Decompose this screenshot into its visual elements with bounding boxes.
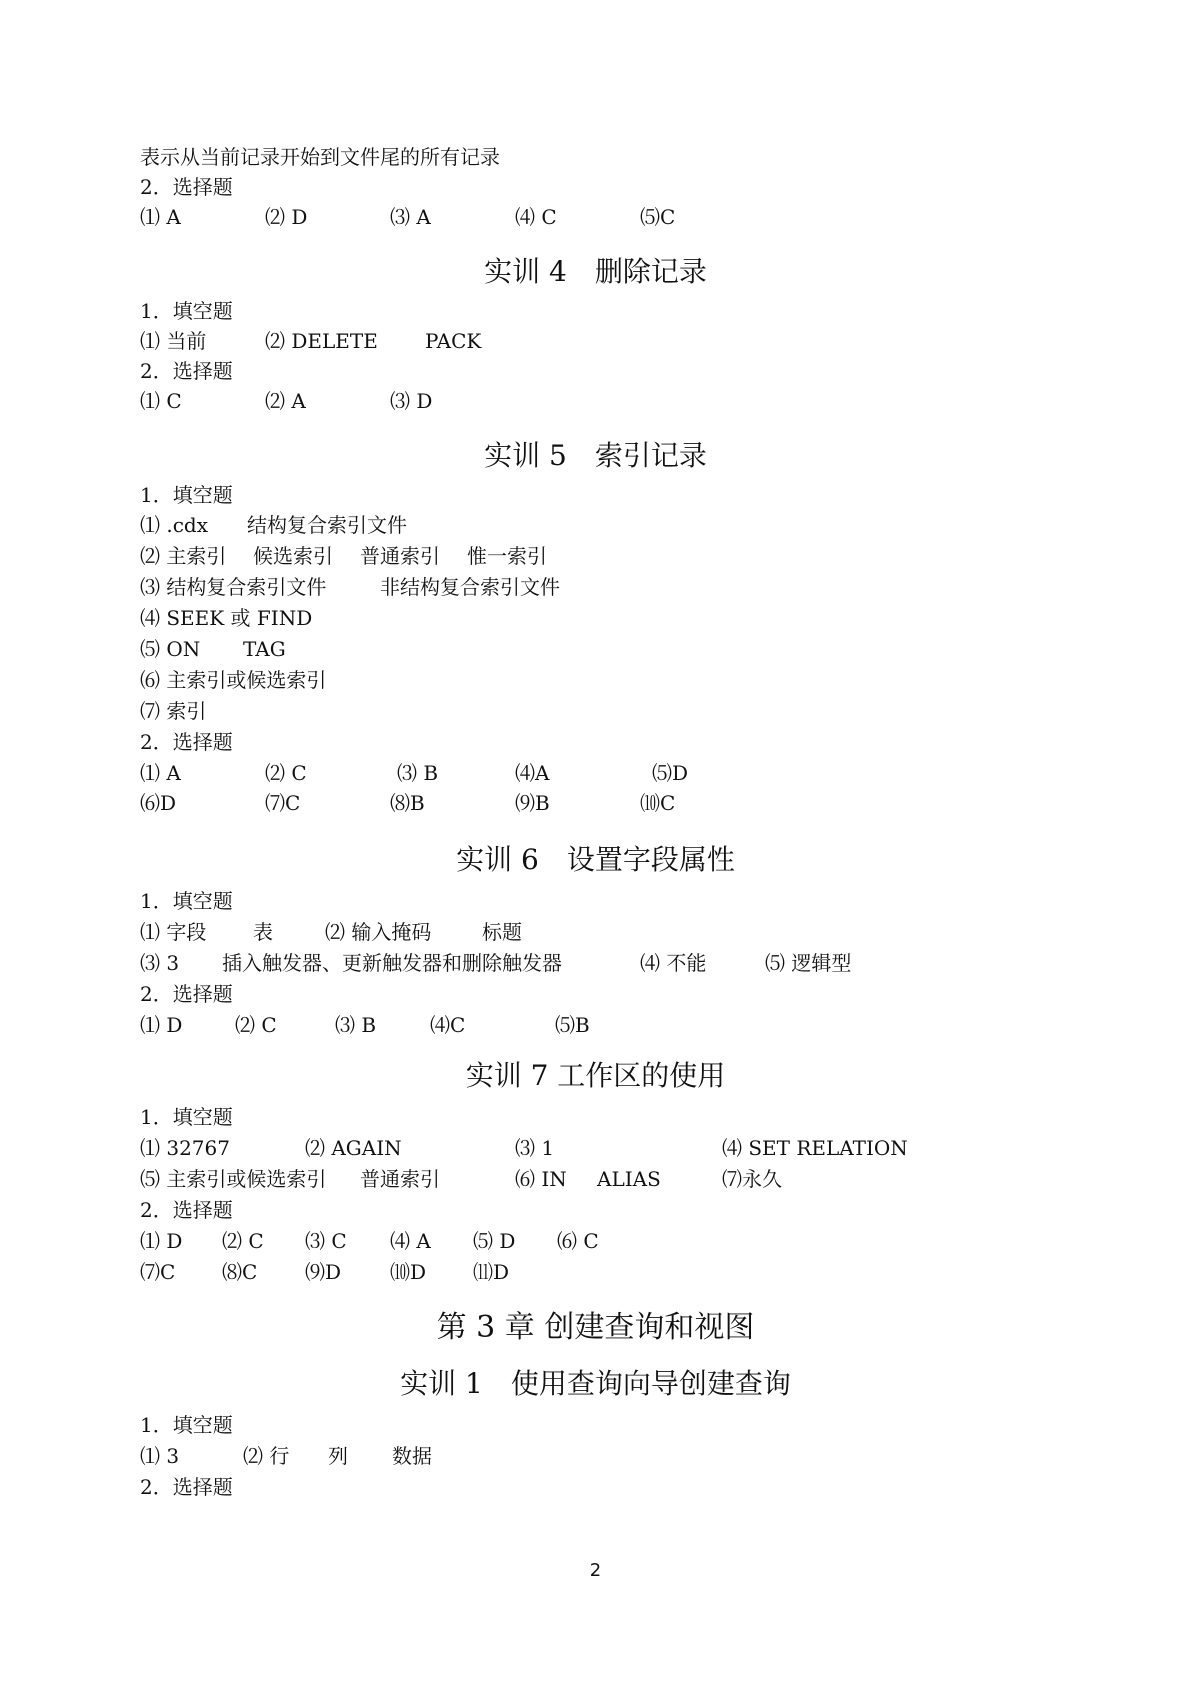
section-heading: 实训 1 使用查询向导创建查询 (400, 1367, 791, 1400)
page-number: 2 (589, 1560, 602, 1581)
chapter-heading: 第 3 章 创建查询和视图 (436, 1310, 755, 1345)
section-heading: 实训 6 设置字段属性 (456, 843, 735, 876)
section-heading: 实训 4 删除记录 (484, 255, 707, 288)
document-page: 表示从当前记录开始到文件尾的所有记录 2．选择题 ⑴ A ⑵ D ⑶ A ⑷ C ⑸C 实训 4 删除记录 1．填空题 ⑴ 当前 ⑵ DELETE PACK 2．选择题 ⑴ C ⑵ A ⑶ D 实训 5 索引记录 1．填空题 ⑴ .cdx 结构复合索引文件 ⑵ 主索引 候选索引 普通索引 惟一索引 ⑶ 结构复合索引文件 非结构复合索引文件 ⑷ SEEK 或 FIND ⑸ ON TAG ⑹ 主索引或候选索引 ⑺ 索引 2．选择题 ⑴ A ⑵ C ⑶ B ⑷A ⑸D ⑹D ⑺C ⑻B ⑼B ⑽C 实训 6 设置字段属性 1．填空题 ⑴ 字段 表 ⑵ 输入掩码 标题 ⑶ 3 插入触发器、更新触发器和删除触发器 ⑷ 不能 ⑸ 逻辑型 2．选择题 ⑴ D ⑵ C ⑶ B ⑷C ⑸B 实训 7 工作区的使用 1．填空题 ⑴ 32767 ⑵ AGAIN ⑶ 1 ⑷ SET RELATION ⑸ 主索引或候选索引 普通索引 ⑹ IN ALIAS ⑺永久 2．选择题 ⑴ D ⑵ C ⑶ C ⑷ A ⑸ D ⑹ C ⑺C ⑻C ⑼D ⑽D ⑾D 第 3 章 创建查询和视图 实训 1 使用查询向导创建查询 1．填空题 ⑴ 3 ⑵ 行 列 数据 2．选择题 2 (0, 0, 1191, 1684)
section-heading: 实训 7 工作区的使用 (465, 1059, 726, 1092)
section-heading: 实训 5 索引记录 (484, 439, 707, 472)
